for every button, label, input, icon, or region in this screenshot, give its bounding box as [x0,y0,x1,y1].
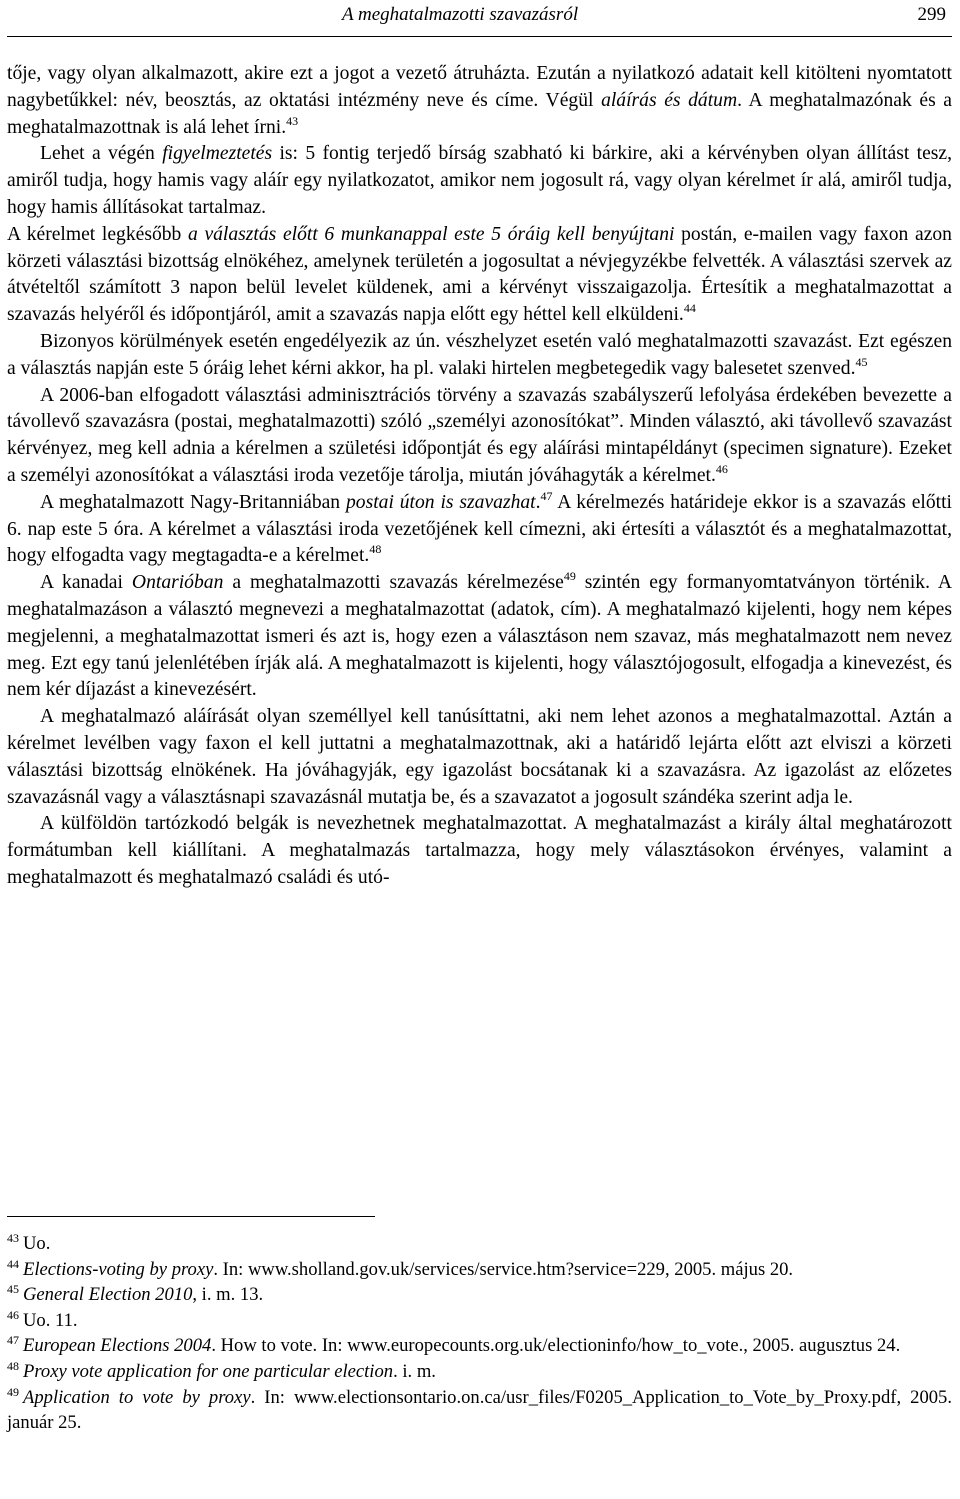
page-number: 299 [917,4,946,25]
paragraph [7,141,952,221]
footnote-text: . i. m. [393,1360,436,1382]
body-text [7,61,952,892]
footnote-text: Uo. 11. [23,1309,78,1331]
text-run: A meghatalmazó aláírását olyan személlyel kell tanúsíttatni, aki nem lehet azonos a meghatalmazottal. Aztán a kérelmet levélben vagy faxon el kell juttatni a meghatalmazottnak, aki a határidő lejárta előtt azt elviszi a körzeti választási bizottság elnökének. Ha jóváhagyják, egy igazolást bocsátanak ki a szavazásra. Az igazolást az előzetes szavazásnál vagy a választásnapi szavazásnál mutatja be, és a szavazatot a jogosult szándéka szerint adja le. [7,706,952,808]
text-run: . A meghatalmazónak és a meghatalmazottnak is alá lehet írni. [7,89,953,138]
paragraph [7,222,952,329]
paragraph [7,329,952,383]
footnote-text: . How to vote. In: www.europecounts.org.uk/electioninfo/how_to_vote., 2005. augusztus 24. [211,1335,901,1357]
footnote-number: 48 [7,1358,19,1373]
footnote [7,1308,952,1334]
footnote-italic: Proxy vote application for one particular election [23,1360,394,1382]
footnote [7,1333,952,1359]
italic-run: a választás előtt 6 munkanappal este 5 óráig kell benyújtani [188,223,675,245]
paragraph [7,490,952,570]
footnote-text: . In: www.electionsontario.on.ca/usr_files/F0205_Application_to_Vote_by_Proxy.pdf, 2005. január 25. [7,1386,952,1434]
footnote [7,1231,952,1257]
paragraph [7,570,952,704]
footnotes [7,1231,952,1436]
italic-run: postai úton is szavazhat [345,491,536,513]
footnote-italic: General Election 2010 [23,1284,193,1306]
footnote-text: Uo. [23,1233,51,1254]
paragraph [7,61,952,141]
footnote [7,1257,952,1283]
footnote-number: 43 [7,1231,19,1245]
running-header [7,0,952,37]
italic-run: Ontarióban [131,572,224,594]
footnote-number: 47 [7,1333,19,1348]
footnote-text: . In: www.sholland.gov.uk/services/service.htm?service=229, 2005. május 20. [213,1258,794,1280]
footnote-ref[interactable]: 47 [540,488,553,503]
footnote-ref[interactable]: 43 [286,113,299,128]
footnote-ref[interactable]: 49 [563,569,576,584]
footnote [7,1359,952,1385]
footnote-text: , i. m. 13. [192,1284,264,1306]
text-run: a meghatalmazotti szavazás kérelmezése [223,572,564,594]
text-run: tője, vagy olyan alkalmazott, akire ezt a jogot a vezető átruházta. Ezután a nyilatkozó adatait kell kitölteni nyomtatott nagybetűkkel: név, beosztás, az oktatási intézmény neve és címe. Végül [7,63,952,111]
footnote-number: 49 [7,1384,19,1399]
footnote-ref[interactable]: 48 [369,542,382,557]
text-run: A kanadai [40,572,132,594]
footnote [7,1282,952,1308]
footnote-ref[interactable]: 46 [715,461,728,476]
footnote-number: 45 [7,1282,19,1297]
text-run: szintén egy formanyomtatványon történik. A meghatalmazáson a választó megnevezi a meghatalmazottat (adatok, cím). A meghatalmazó kijelenti, hogy nem képes megjelenni, a meghatalmazottat ismeri és azt is, hogy ezen a választáson nem szavaz, más meghatalmazott nem nevez meg. Ezt egy tanú jelenlétében írják alá. A meghatalmazott is kijelenti, hogy választójogosult, elfogadja a kinevezést, és nem kér díjazást a kinevezésért. [7,572,952,701]
italic-run: figyelmeztetés [162,143,273,165]
paragraph [7,383,952,490]
text-run: A meghatalmazott Nagy-Britanniában [40,491,346,513]
footnote-separator [7,1216,375,1217]
text-run: is: 5 fontig terjedő bírság szabható ki bárkire, aki a kérvényben olyan állítást tesz, amiről tudja, hogy hamis vagy aláír egy nyilatkozatot, amikor nem jogosult rá, vagy olyan kérelmet ír alá, amiről tudja, hogy hamis állításokat tartalmaz. [7,143,952,218]
text-run: Bizonyos körülmények esetén engedélyezik az ún. vészhelyzet esetén való meghatalmazotti szavazást. Ezt egészen a választás napján este 5 óráig lehet kérni akkor, ha pl. valaki hirtelen megbetegedik vagy balesetet szenved. [7,330,952,379]
footnote-italic: Application to vote by proxy [23,1386,251,1408]
text-run: A 2006-ban elfogadott választási adminisztrációs törvény a szavazás szabályszerű lefolyása érdekében bevezette a távollevő szavazásra (postai, meghatalmazotti) szóló „személyi azonosítókat”. Minden választó, aki távollevő szavazást kérvényez, meg kell adnia a kérelmen a születési időpontját és egy aláírási mintapéldányt (specimen signature). Ezeket a személyi azonosítókat a választási iroda vezetője tárolja, miután jóváhagyták a kérelmet. [7,384,952,486]
paragraph [7,811,952,891]
text-run: A külföldön tartózkodó belgák is nevezhetnek meghatalmazottat. A meghatalmazást a király által meghatározott formátumban kell kiállítani. A meghatalmazás tartalmazza, hogy mely választásokon érvényes, valamint a meghatalmazott és meghatalmazó családi és utó- [7,813,952,888]
footnote-italic: Elections-voting by proxy [23,1258,214,1280]
running-title: A meghatalmazotti szavazásról [342,4,579,25]
footnote-ref[interactable]: 44 [683,301,696,316]
text-run: A kérelmezés határideje ekkor is a szavazás előtti 6. nap este 5 óra. A kérelmet a választási iroda vezetőjének kell címezni, aki értesíti a választót és a meghatalmazottat, hogy elfogadta vagy megtagadta-e a kérelmet. [7,491,952,567]
text-run: Lehet a végén [40,143,163,165]
footnote-number: 44 [7,1256,19,1271]
text-run: . [535,491,541,513]
footnote-italic: European Elections 2004 [23,1335,212,1357]
footnote-number: 46 [7,1307,19,1322]
text-run: A kérelmet legkésőbb [7,223,188,245]
text-run: postán, e-mailen vagy faxon azon körzeti választási bizottság elnökéhez, amelynek területén a jogosultat a névjegyzékbe felvették. A választási szervek az átvételtől számított 3 napon belül levelet küldenek, ami a kérvényt visszaigazolja. Értesítik a meghatalmazottat a szavazás helyéről és időpontjáról, amit a szavazás napja előtt egy héttel kell elküldeni. [7,223,952,326]
paragraph [7,704,952,811]
footnote-ref[interactable]: 45 [855,354,868,369]
italic-run: aláírás és dátum [601,89,738,111]
footnote [7,1385,952,1436]
